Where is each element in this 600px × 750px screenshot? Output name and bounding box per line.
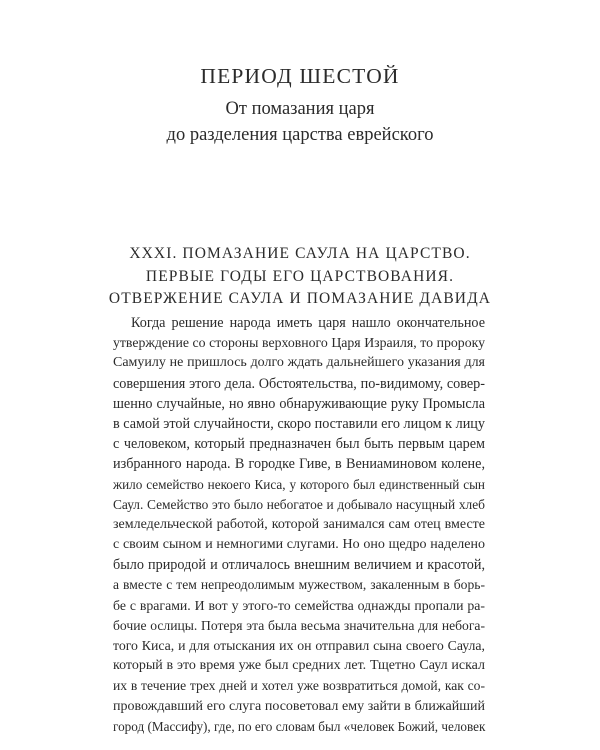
text-line: бе с врагами. И вот у этого-то семейства однажды пропали ра- [113, 597, 485, 613]
text-line: Самуилу не пришлось долго ждать дальнейшего указания для [113, 355, 485, 371]
text-line: с своим сыном и немногими слугами. Но оно щедро наделено [113, 537, 485, 553]
body-paragraph [113, 313, 485, 737]
text-line: а вместе с тем непреодолимым мужеством, закаленным в борь- [113, 577, 485, 593]
chapter-heading [0, 243, 600, 311]
text-line: который в это время уже был средних лет. Тщетно Саул искал [113, 658, 485, 674]
period-subtitle-line: до разделения царства еврейского [166, 125, 434, 145]
text-line: избранного народа. В городке Гиве, в Вениаминовом колене, [113, 456, 485, 473]
text-line: их в течение трех дней и хотел уже возвратиться домой, как со- [113, 678, 485, 694]
text-line: бочие ослицы. Потеря эта была весьма значительна для небога- [113, 617, 485, 633]
text-line: было природой и отличалось внешним величием и красотой, [113, 557, 485, 574]
text-line: утверждение со стороны верховного Царя Израиля, то пророку [113, 335, 485, 351]
text-line: в самой этой случайности, скоро поставили его лицом к лицу [113, 415, 485, 432]
text-line: земледельческой работой, которой занимался сам отец вместе [113, 516, 485, 532]
period-title: ПЕРИОД ШЕСТОЙ [200, 64, 400, 88]
text-line: Когда решение народа иметь царя нашло окончательное [131, 315, 485, 331]
text-line: жило семейство некоего Киса, у которого был единственный сын [113, 476, 485, 492]
period-subtitle-line: От помазания царя [225, 99, 375, 119]
text-line: Саул. Семейство это было небогатое и добывало насущный хлеб [113, 496, 485, 512]
chapter-heading-line: ОТВЕРЖЕНИЕ САУЛА И ПОМАЗАНИЕ ДАВИДА [108, 290, 492, 307]
chapter-heading-line: ПЕРВЫЕ ГОДЫ ЕГО ЦАРСТВОВАНИЯ. [145, 267, 455, 285]
text-line: шенно случайные, но явно обнаруживающие руку Промысла [113, 395, 485, 412]
text-line: совершения этого дела. Обстоятельства, по-видимому, совер- [113, 375, 485, 392]
text-line: с человеком, который предназначен был быть первым царем [113, 436, 485, 453]
text-line: провождавший его слуга посоветовал ему зайти в ближайший [113, 698, 485, 714]
text-line: того Киса, и для отыскания их он отправил сына своего Саула, [113, 638, 485, 653]
text-line: город (Массифу), где, по его словам был «человек Божий, человек [113, 718, 486, 734]
chapter-heading-line: XXXI. ПОМАЗАНИЕ САУЛА НА ЦАРСТВО. [129, 245, 471, 262]
period-subtitle [0, 96, 600, 148]
